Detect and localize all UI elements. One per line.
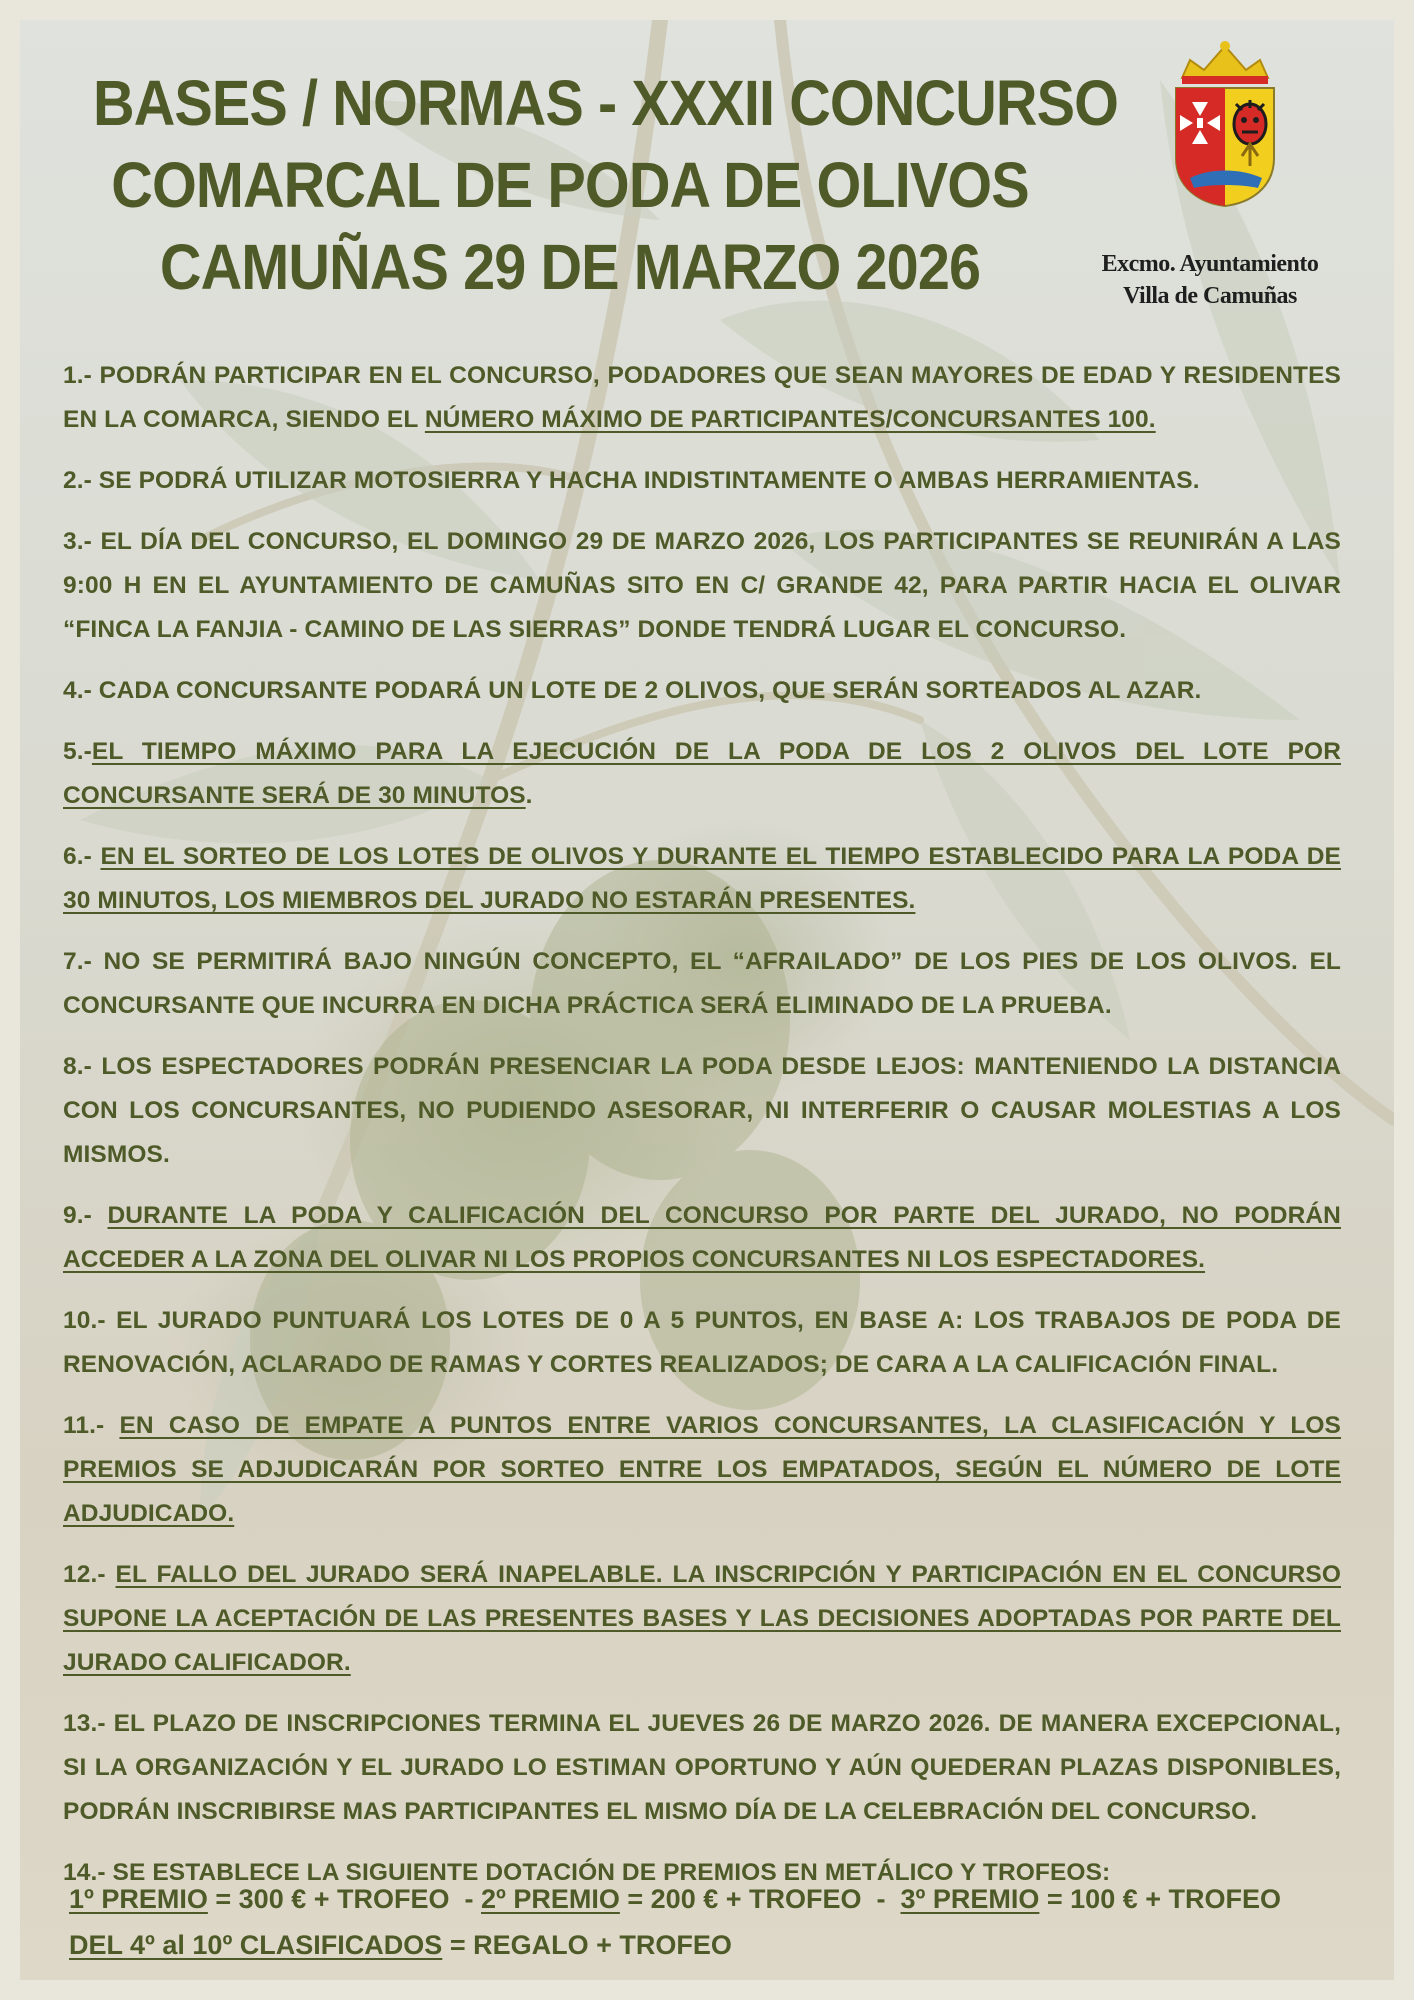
third-prize-value: = 100 € + TROFEO [1039,1884,1281,1914]
rule-text: 4.- CADA CONCURSANTE PODARÁ UN LOTE DE 2 OLIVOS, QUE SERÁN SORTEADOS AL AZAR. [63,677,1202,704]
rule-text: 3.- EL DÍA DEL CONCURSO, EL DOMINGO 29 DE MARZO 2026, LOS PARTICIPANTES SE REUNIRÁN A LAS 9:00 H EN EL AYUNTAMIENTO DE CAMUÑAS SITO EN C/ GRANDE 42, PARA PARTIR HACIA EL OLIVAR “FINCA LA FANJIA - CAMINO DE LAS SIERRAS” DONDE TENDRÁ LUGAR EL CONCURSO. [63,528,1341,643]
prize-row-podium [69,1876,1359,1922]
town-hall-line-2: Villa de Camuñas [1123,283,1297,309]
title-line-2: COMARCAL DE PODA DE OLIVOS [111,149,1029,221]
town-hall-name [1060,248,1360,312]
rest-prize-value: = REGALO + TROFEO [442,1930,732,1960]
rule-underlined-text: DURANTE LA PODA Y CALIFICACIÓN DEL CONCURSO POR PARTE DEL JURADO, NO PODRÁN ACCEDER A LA ZONA DEL OLIVAR NI LOS PROPIOS CONCURSANTES NI LOS ESPECTADORES. [63,1202,1341,1273]
rule-2 [63,459,1341,503]
coat-of-arms-icon [1170,38,1280,208]
rule-text: 6.- [63,843,101,870]
rule-6 [63,835,1341,923]
town-hall-logo [1060,26,1360,326]
prize-row-rest [69,1922,1359,1968]
rule-8 [63,1045,1341,1177]
third-prize-label: 3º PREMIO [900,1884,1040,1914]
rule-text: 8.- LOS ESPECTADORES PODRÁN PRESENCIAR LA PODA DESDE LEJOS: MANTENIENDO LA DISTANCIA CON LOS CONCURSANTES, NO PUDIENDO ASESORAR, NI INTERFERIR O CAUSAR MOLESTIAS A LOS MISMOS. [63,1053,1341,1168]
rule-text: 10.- EL JURADO PUNTUARÁ LOS LOTES DE 0 A 5 PUNTOS, EN BASE A: LOS TRABAJOS DE PODA DE RENOVACIÓN, ACLARADO DE RAMAS Y CORTES REALIZADOS; DE CARA A LA CALIFICACIÓN FINAL. [63,1307,1341,1378]
rule-text: 7.- NO SE PERMITIRÁ BAJO NINGÚN CONCEPTO, EL “AFRAILADO” DE LOS PIES DE LOS OLIVOS. EL CONCURSANTE QUE INCURRA EN DICHA PRÁCTICA SERÁ ELIMINADO DE LA PRUEBA. [63,948,1341,1019]
rule-text: 1.- PODRÁN PARTICIPAR EN EL CONCURSO, PODADORES QUE SEAN MAYORES DE EDAD Y RESIDENTES EN LA COMARCA, SIENDO EL [63,362,1341,433]
rules-list [63,354,1341,1912]
rule-1 [63,354,1341,442]
rule-12 [63,1553,1341,1685]
rule-9 [63,1194,1341,1282]
rule-text: 5.- [63,738,92,765]
rule-underlined-text: EL FALLO DEL JURADO SERÁ INAPELABLE. LA INSCRIPCIÓN Y PARTICIPACIÓN EN EL CONCURSO SUPONE LA ACEPTACIÓN DE LAS PRESENTES BASES Y LAS DECISIONES ADOPTADAS POR PARTE DEL JURADO CALIFICADOR. [63,1561,1342,1676]
rule-7 [63,940,1341,1028]
poster [20,20,1394,1980]
rest-prize-label: DEL 4º al 10º CLASIFICADOS [69,1930,443,1960]
rule-text: 12.- [63,1561,116,1588]
title-line-1: BASES / NORMAS - XXXII CONCURSO [93,67,1119,139]
rule-3 [63,520,1341,652]
prize-list [69,1876,1359,1968]
rule-underlined-text: EN EL SORTEO DE LOS LOTES DE OLIVOS Y DURANTE EL TIEMPO ESTABLECIDO PARA LA PODA DE 30 MINUTOS, LOS MIEMBROS DEL JURADO NO ESTARÁN PRESENTES. [63,843,1341,914]
rule-4 [63,669,1341,713]
rule-text: 9.- [63,1202,108,1229]
rule-10 [63,1299,1341,1387]
rule-text-end: . [525,782,533,809]
rule-underlined-text: EL TIEMPO MÁXIMO PARA LA EJECUCIÓN DE LA PODA DE LOS 2 OLIVOS DEL LOTE POR CONCURSANTE SERÁ DE 30 MINUTOS [63,738,1341,809]
rule-underlined-text: NÚMERO MÁXIMO DE PARTICIPANTES/CONCURSANTES 100. [424,406,1156,433]
first-prize-value: = 300 € + TROFEO - [207,1884,481,1914]
rule-11 [63,1404,1341,1536]
rule-13 [63,1702,1341,1834]
rule-5 [63,730,1341,818]
rule-underlined-text: EN CASO DE EMPATE A PUNTOS ENTRE VARIOS CONCURSANTES, LA CLASIFICACIÓN Y LOS PREMIOS SE ADJUDICARÁN POR SORTEO ENTRE LOS EMPATADOS, SEGÚN EL NÚMERO DE LOTE ADJUDICADO. [63,1412,1341,1527]
page-title [93,62,1119,308]
rule-text: 2.- SE PODRÁ UTILIZAR MOTOSIERRA Y HACHA INDISTINTAMENTE O AMBAS HERRAMIENTAS. [63,467,1200,494]
rule-text: 13.- EL PLAZO DE INSCRIPCIONES TERMINA EL JUEVES 26 DE MARZO 2026. DE MANERA EXCEPCIONAL, SI LA ORGANIZACIÓN Y EL JURADO LO ESTIMAN OPORTUNO Y AÚN QUEDERAN PLAZAS DISPONIBLES, PODRÁN INSCRIBIRSE MAS PARTICIPANTES EL MISMO DÍA DE LA CELEBRACIÓN DEL CONCURSO. [63,1710,1341,1825]
second-prize-value: = 200 € + TROFEO - [619,1884,901,1914]
first-prize-label: 1º PREMIO [69,1884,208,1914]
rule-text: 11.- [63,1412,120,1439]
town-hall-line-1: Excmo. Ayuntamiento [1101,251,1319,277]
rule-text: 14.- SE ESTABLECE LA SIGUIENTE DOTACIÓN DE PREMIOS EN METÁLICO Y TROFEOS: [63,1859,1111,1886]
title-line-3: CAMUÑAS 29 DE MARZO 2026 [159,231,981,303]
second-prize-label: 2º PREMIO [481,1884,620,1914]
